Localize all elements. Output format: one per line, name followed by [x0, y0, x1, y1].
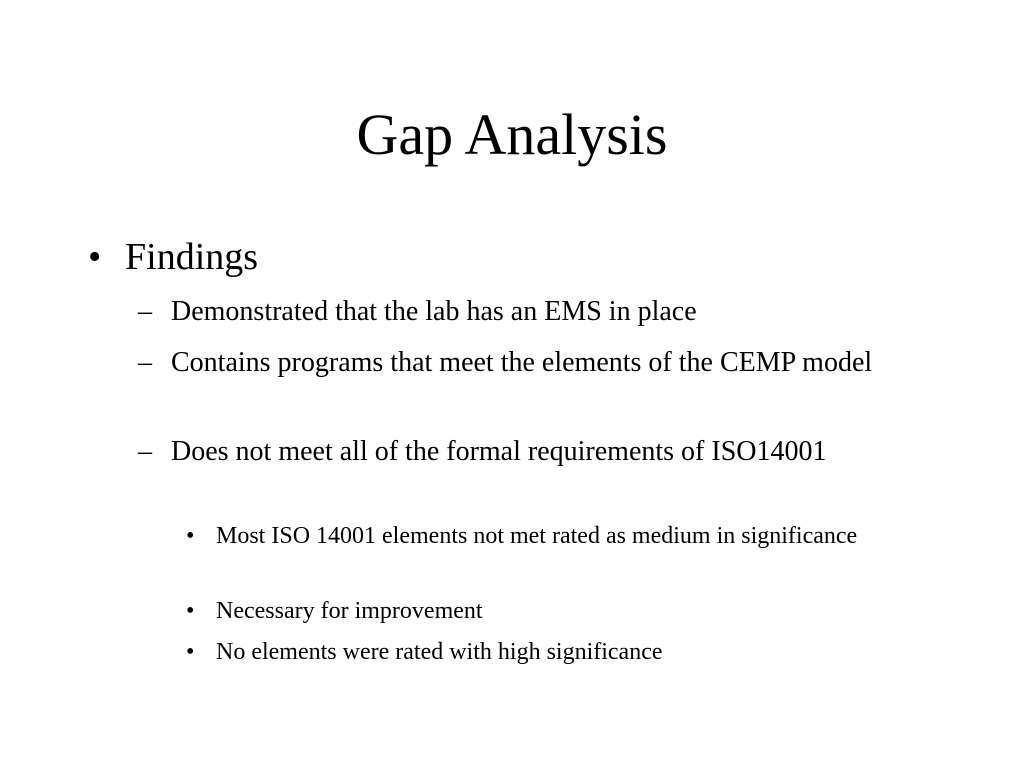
sub-sub-item-text: No elements were rated with high significance — [216, 639, 663, 665]
bullet-marker: • — [88, 236, 102, 278]
sub-sub-item — [186, 594, 866, 629]
sub-item — [138, 343, 958, 383]
sub-item-text: Contains programs that meet the elements of the CEMP model — [171, 347, 873, 378]
sub-sub-item — [186, 635, 866, 670]
small-bullet-marker: • — [186, 639, 195, 665]
sub-sub-item-text: Most ISO 14001 elements not met rated as medium in significance — [216, 523, 858, 549]
sub-item — [138, 432, 958, 472]
sub-item — [138, 292, 958, 332]
small-bullet-marker: • — [186, 523, 195, 549]
dash-marker: – — [138, 296, 152, 327]
sub-item-text: Demonstrated that the lab has an EMS in place — [171, 296, 697, 327]
slide-title: Gap Analysis — [356, 102, 668, 167]
sub-item-text: Does not meet all of the formal requirements of ISO14001 — [171, 436, 827, 467]
sub-sub-item-text: Necessary for improvement — [216, 598, 483, 624]
sub-sub-item — [186, 519, 866, 554]
dash-marker: – — [138, 347, 152, 378]
dash-marker: – — [138, 436, 152, 467]
bullet-findings-label: Findings — [125, 236, 259, 278]
small-bullet-marker: • — [186, 598, 195, 624]
